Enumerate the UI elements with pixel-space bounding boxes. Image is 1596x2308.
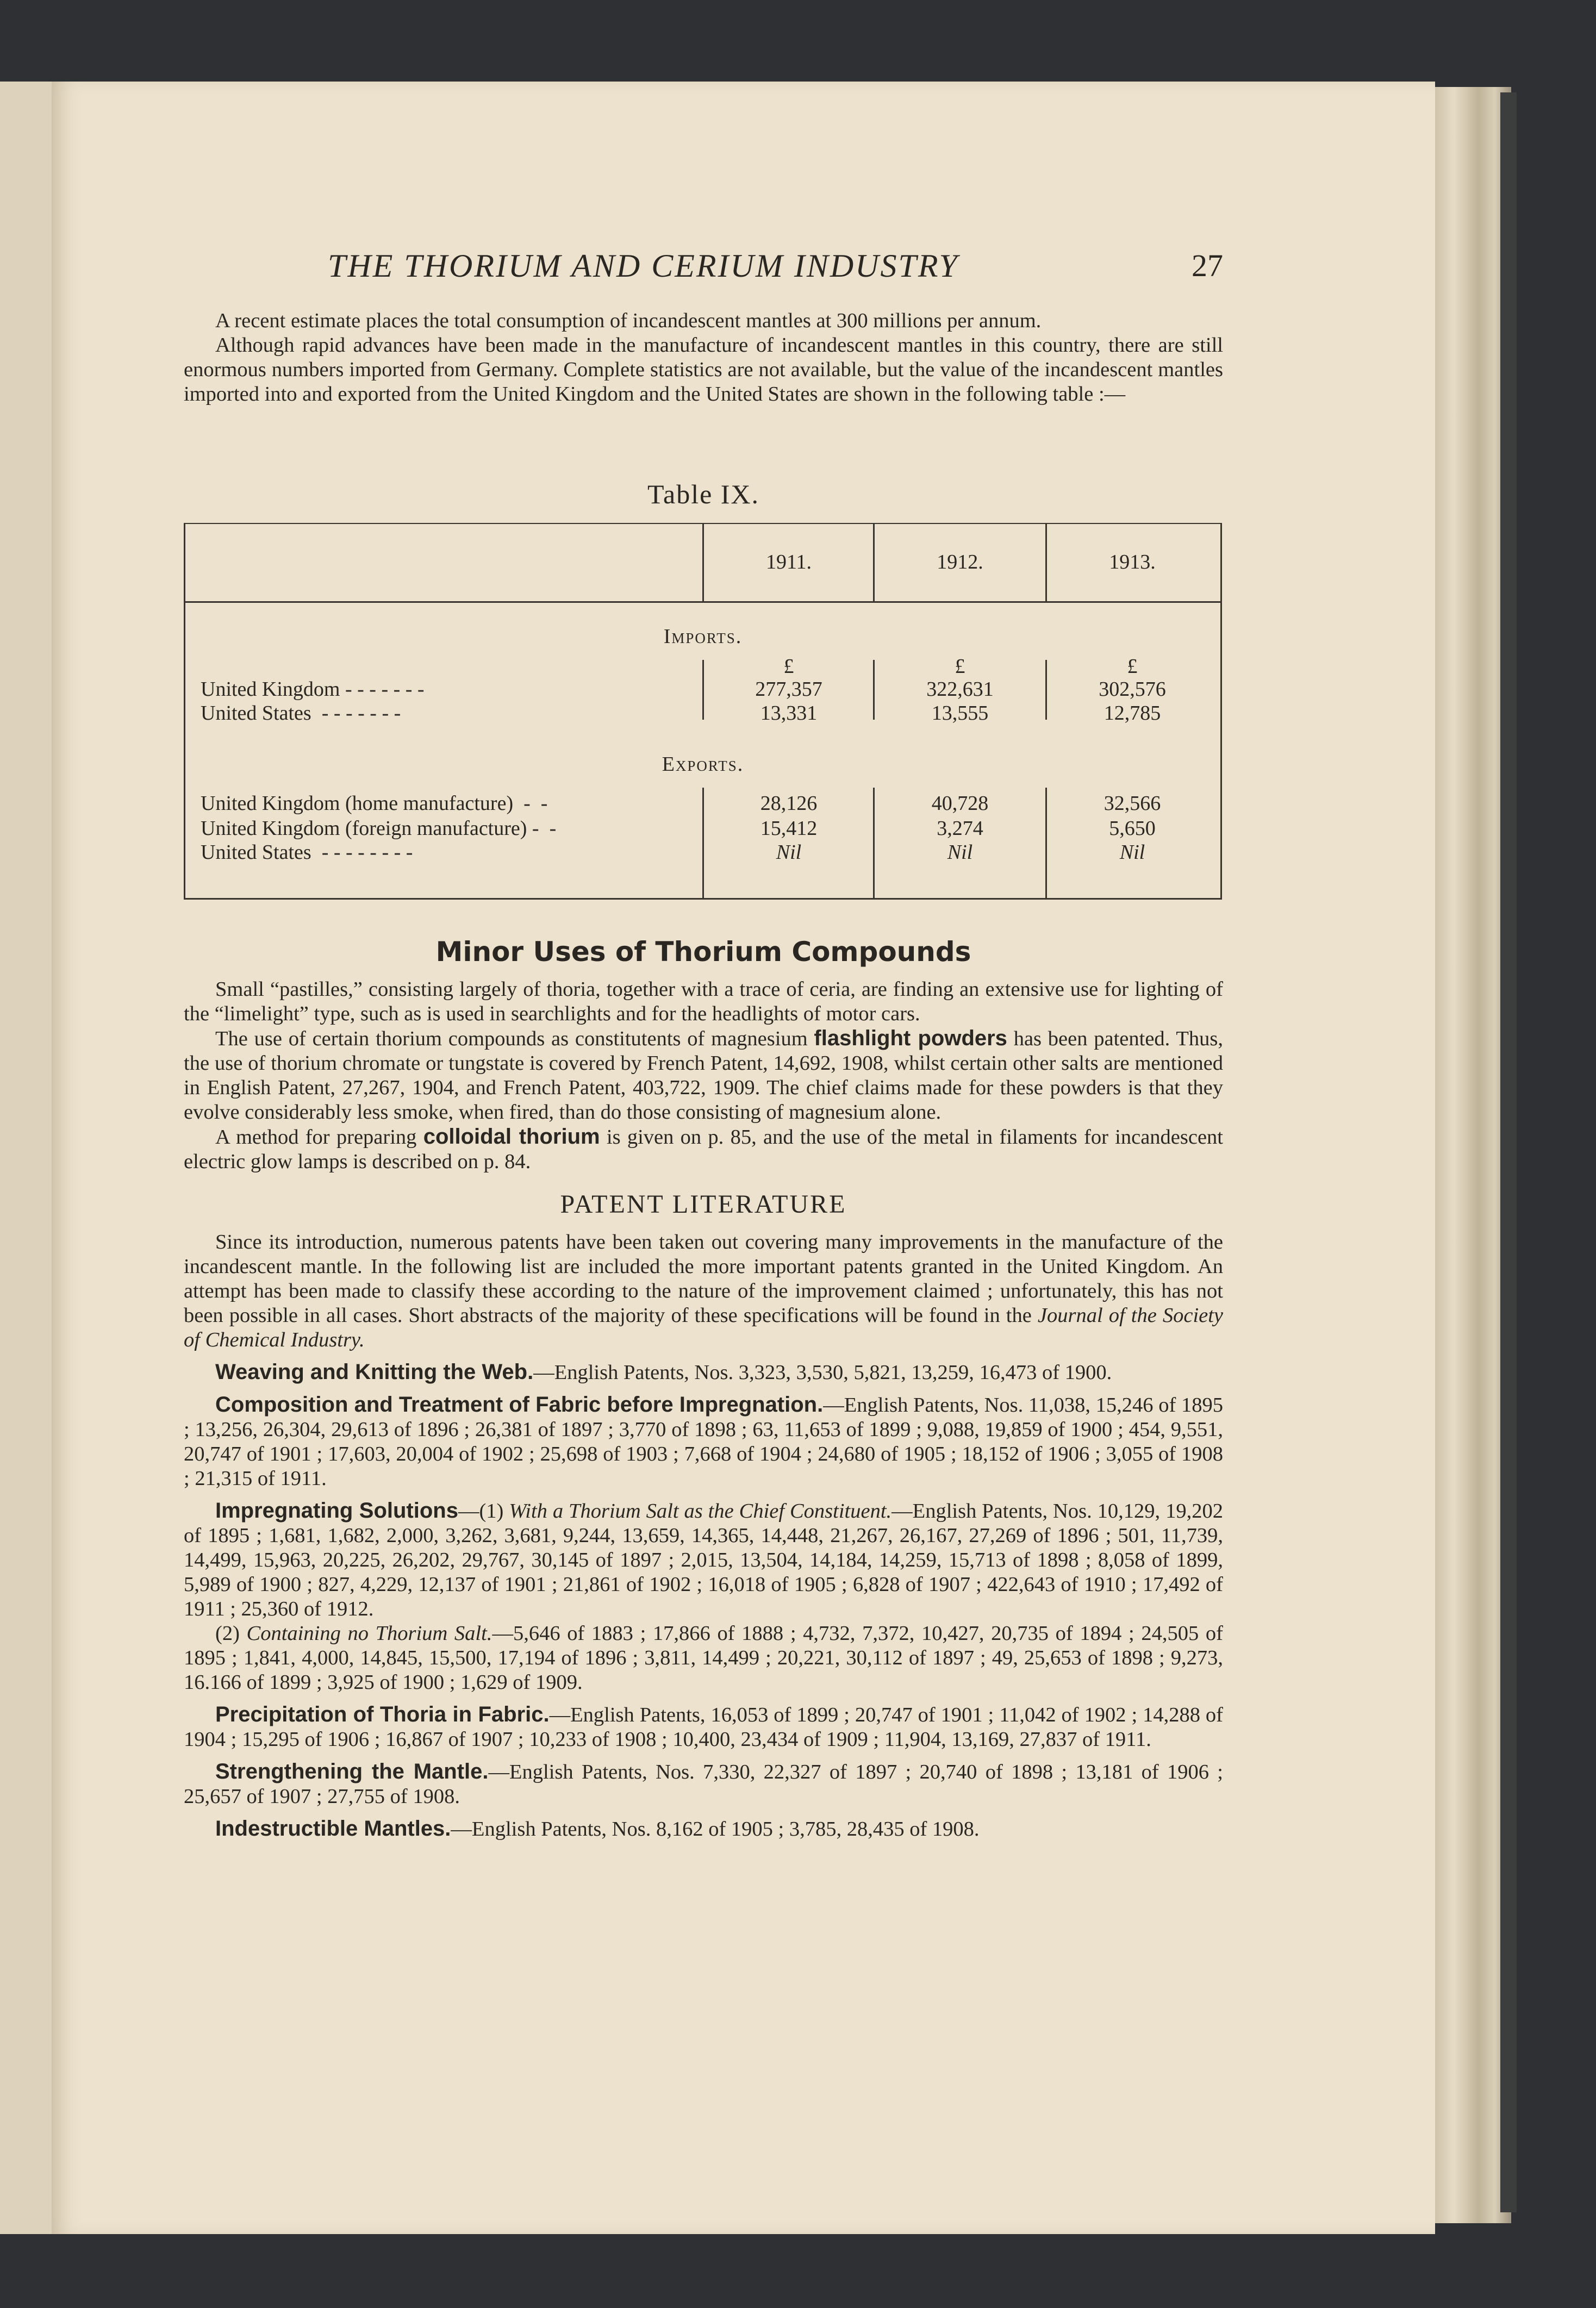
cell: 5,650 <box>1109 817 1156 840</box>
data-table <box>184 523 1222 900</box>
cell: 277,357 <box>755 678 822 701</box>
patent-entry <box>184 1393 1223 1491</box>
cell: 40,728 <box>931 792 989 815</box>
cell: 12,785 <box>1104 702 1161 725</box>
facing-page-edge <box>0 82 53 2234</box>
patent-entry <box>184 1702 1223 1752</box>
imports-label: Imports. <box>663 625 743 648</box>
paragraph: A recent estimate places the total consumption of incandescent mantles at 300 millions per annum. <box>215 309 1042 332</box>
bold-term: colloidal thorium <box>423 1125 600 1149</box>
entry-title: Strengthening the Mantle. <box>215 1760 489 1783</box>
patent-entry <box>184 1817 1223 1842</box>
paragraph: Small “pastilles,” consisting largely of thoria, together with a trace of ceria, are finding an extensive use for lighting of the “limelight” type, such as is used in searchlights and for the headlights of motor cars. <box>184 978 1223 1025</box>
cell: 28,126 <box>760 792 818 815</box>
section-heading: PATENT LITERATURE <box>560 1190 847 1219</box>
row-label: United Kingdom (foreign manufacture) - - <box>201 817 557 840</box>
entry-title: Weaving and Knitting the Web. <box>215 1360 534 1384</box>
column-rule <box>1045 524 1047 601</box>
patent-entry <box>184 1499 1223 1621</box>
cell: Nil <box>947 841 973 864</box>
row-label: United States - - - - - - - <box>201 702 401 725</box>
row-label: United Kingdom (home manufacture) - - <box>201 792 548 815</box>
entry-title: Composition and Treatment of Fabric before Impregnation. <box>215 1393 824 1417</box>
entry-subtitle: With a Thorium Salt as the Chief Constituent. <box>509 1500 892 1523</box>
exports-label: Exports. <box>662 753 744 776</box>
column-rule <box>702 788 704 898</box>
minor-uses-section <box>184 936 1223 1842</box>
entry-title: Precipitation of Thoria in Fabric. <box>215 1702 550 1726</box>
header-rule <box>185 601 1220 603</box>
column-rule <box>873 788 875 898</box>
paragraph <box>184 1125 1223 1174</box>
entry-text: —(1) <box>458 1500 509 1523</box>
row-label: United States - - - - - - - - <box>201 841 413 864</box>
book-cover <box>1500 92 1517 2212</box>
currency: £ <box>1127 655 1138 678</box>
cell: 13,555 <box>931 702 989 725</box>
bold-term: flashlight powders <box>814 1026 1007 1050</box>
paragraph: Although rapid advances have been made in the manufacture of incandescent mantles in this country, there are still enormous numbers imported from Germany. Complete statistics are not available, but the value of the incandescent mantles imported into and exported from the United Kingdom and the United States are shown in the following table :— <box>184 334 1223 406</box>
paragraph <box>184 1026 1223 1125</box>
column-rule <box>702 660 704 720</box>
entry-text: —English Patents, Nos. 8,162 of 1905 ; 3,785, 28,435 of 1908. <box>451 1818 980 1841</box>
entry-title: Indestructible Mantles. <box>215 1817 451 1841</box>
column-rule <box>702 524 704 601</box>
currency: £ <box>783 655 794 678</box>
entry-text: —English Patents, Nos. 3,323, 3,530, 5,821, 13,259, 16,473 of 1900. <box>533 1361 1112 1384</box>
column-rule <box>1045 660 1047 720</box>
text: Since its introduction, numerous patents have been taken out covering many improvements in the manufacture of the incandescent mantle. In the following list are included the more important patents granted in the United Kingdom. An attempt has been made to classify these according to the nature of the improvement claimed ; unfortunately, this has not been possible in all cases. Short abstracts of the majority of these specifications will be found in the <box>184 1231 1223 1327</box>
entry-title: Impregnating Solutions <box>215 1499 458 1523</box>
column-rule <box>873 660 875 720</box>
text: has been patented. Thus, the use of thorium chromate or tungstate is covered by French Patent, 14,692, 1908, whilst certain other salts are mentioned in English Patent, 27,267, 1904, and French Patent, 403,722, 1909. The chief claims made for these powders is that they evolve considerably less smoke, when fired, than do those consisting of magnesium alone. <box>184 1027 1223 1124</box>
currency: £ <box>955 655 965 678</box>
patent-entry <box>184 1621 1223 1695</box>
cell: 302,576 <box>1099 678 1166 701</box>
patent-entry <box>184 1360 1223 1385</box>
column-rule <box>1045 788 1047 898</box>
cell: Nil <box>1119 841 1145 864</box>
entry-text: —English Patents, Nos. 7,330, 22,327 of 1897 ; 20,740 of 1898 ; 13,181 of 1906 ; 25,657 of 1907 ; 27,755 of 1908. <box>184 1761 1223 1808</box>
paragraph <box>184 1230 1223 1352</box>
patent-entry <box>184 1760 1223 1809</box>
cell: 32,566 <box>1104 792 1161 815</box>
running-header <box>184 247 1223 285</box>
entry-subtitle: Containing no Thorium Salt. <box>246 1622 492 1645</box>
page-edges <box>1430 87 1511 2223</box>
column-header: 1912. <box>937 551 983 573</box>
column-rule <box>873 524 875 601</box>
column-header: 1911. <box>765 551 812 573</box>
table-title: Table IX. <box>647 479 760 509</box>
column-header: 1913. <box>1109 551 1156 573</box>
entry-text: —English Patents, Nos. 11,038, 15,246 of 1895 ; 13,256, 26,304, 29,613 of 1896 ; 26,381 of 1897 ; 3,770 of 1898 ; 63, 11,653 of 1899 ; 9,088, 19,859 of 1900 ; 454, 9,551, 20,747 of 1901 ; 17,603, 20,004 of 1902 ; 25,698 of 1903 ; 7,668 of 1904 ; 24,680 of 1905 ; 18,152 of 1906 ; 3,055 of 1908 ; 21,315 of 1911. <box>184 1394 1223 1490</box>
page-number: 27 <box>1192 248 1223 283</box>
cell: 322,631 <box>926 678 994 701</box>
text: The use of certain thorium compounds as constitutents of magnesium <box>215 1027 814 1050</box>
intro-text <box>184 309 1223 407</box>
entry-text: —5,646 of 1883 ; 17,866 of 1888 ; 4,732, 7,372, 10,427, 20,735 of 1894 ; 24,505 of 1895 ; 1,841, 4,000, 14,845, 15,500, 17,194 of 1896 ; 3,811, 14,499 ; 20,221, 30,112 of 1897 ; 49, 25,653 of 1898 ; 9,273, 16.166 of 1899 ; 3,925 of 1900 ; 1,629 of 1909. <box>184 1622 1223 1694</box>
entry-text: —English Patents, 16,053 of 1899 ; 20,747 of 1901 ; 11,042 of 1902 ; 14,288 of 1904 ; 15,295 of 1906 ; 16,867 of 1907 ; 10,233 of 1908 ; 10,400, 23,434 of 1909 ; 11,904, 13,169, 27,837 of 1911. <box>184 1704 1223 1751</box>
text: is given on p. 85, and the use of the metal in filaments for incandescent electric glow lamps is described on p. 84. <box>184 1126 1223 1173</box>
cell: 15,412 <box>760 817 818 840</box>
entry-text: —English Patents, Nos. 10,129, 19,202 of 1895 ; 1,681, 1,682, 2,000, 3,262, 3,681, 9,244, 13,659, 14,365, 14,448, 21,267, 26,167, 27,269 of 1896 ; 501, 11,739, 14,499, 15,963, 20,225, 26,202, 29,767, 30,145 of 1897 ; 2,015, 13,504, 14,184, 14,259, 15,713 of 1898 ; 8,058 of 1899, 5,989 of 1900 ; 827, 4,229, 12,137 of 1901 ; 21,861 of 1902 ; 16,018 of 1905 ; 6,828 of 1907 ; 422,643 of 1910 ; 17,492 of 1911 ; 25,360 of 1912. <box>184 1500 1223 1620</box>
cell: Nil <box>776 841 802 864</box>
row-label: United Kingdom - - - - - - - <box>201 678 425 701</box>
cell: 3,274 <box>937 817 983 840</box>
journal-title: Journal of the Society of Chemical Industry. <box>184 1304 1224 1351</box>
text: A method for preparing <box>215 1126 423 1149</box>
running-title: THE THORIUM AND CERIUM INDUSTRY <box>328 248 959 284</box>
cell: 13,331 <box>760 702 818 725</box>
section-heading: Minor Uses of Thorium Compounds <box>435 936 971 968</box>
entry-number: (2) <box>215 1622 247 1645</box>
